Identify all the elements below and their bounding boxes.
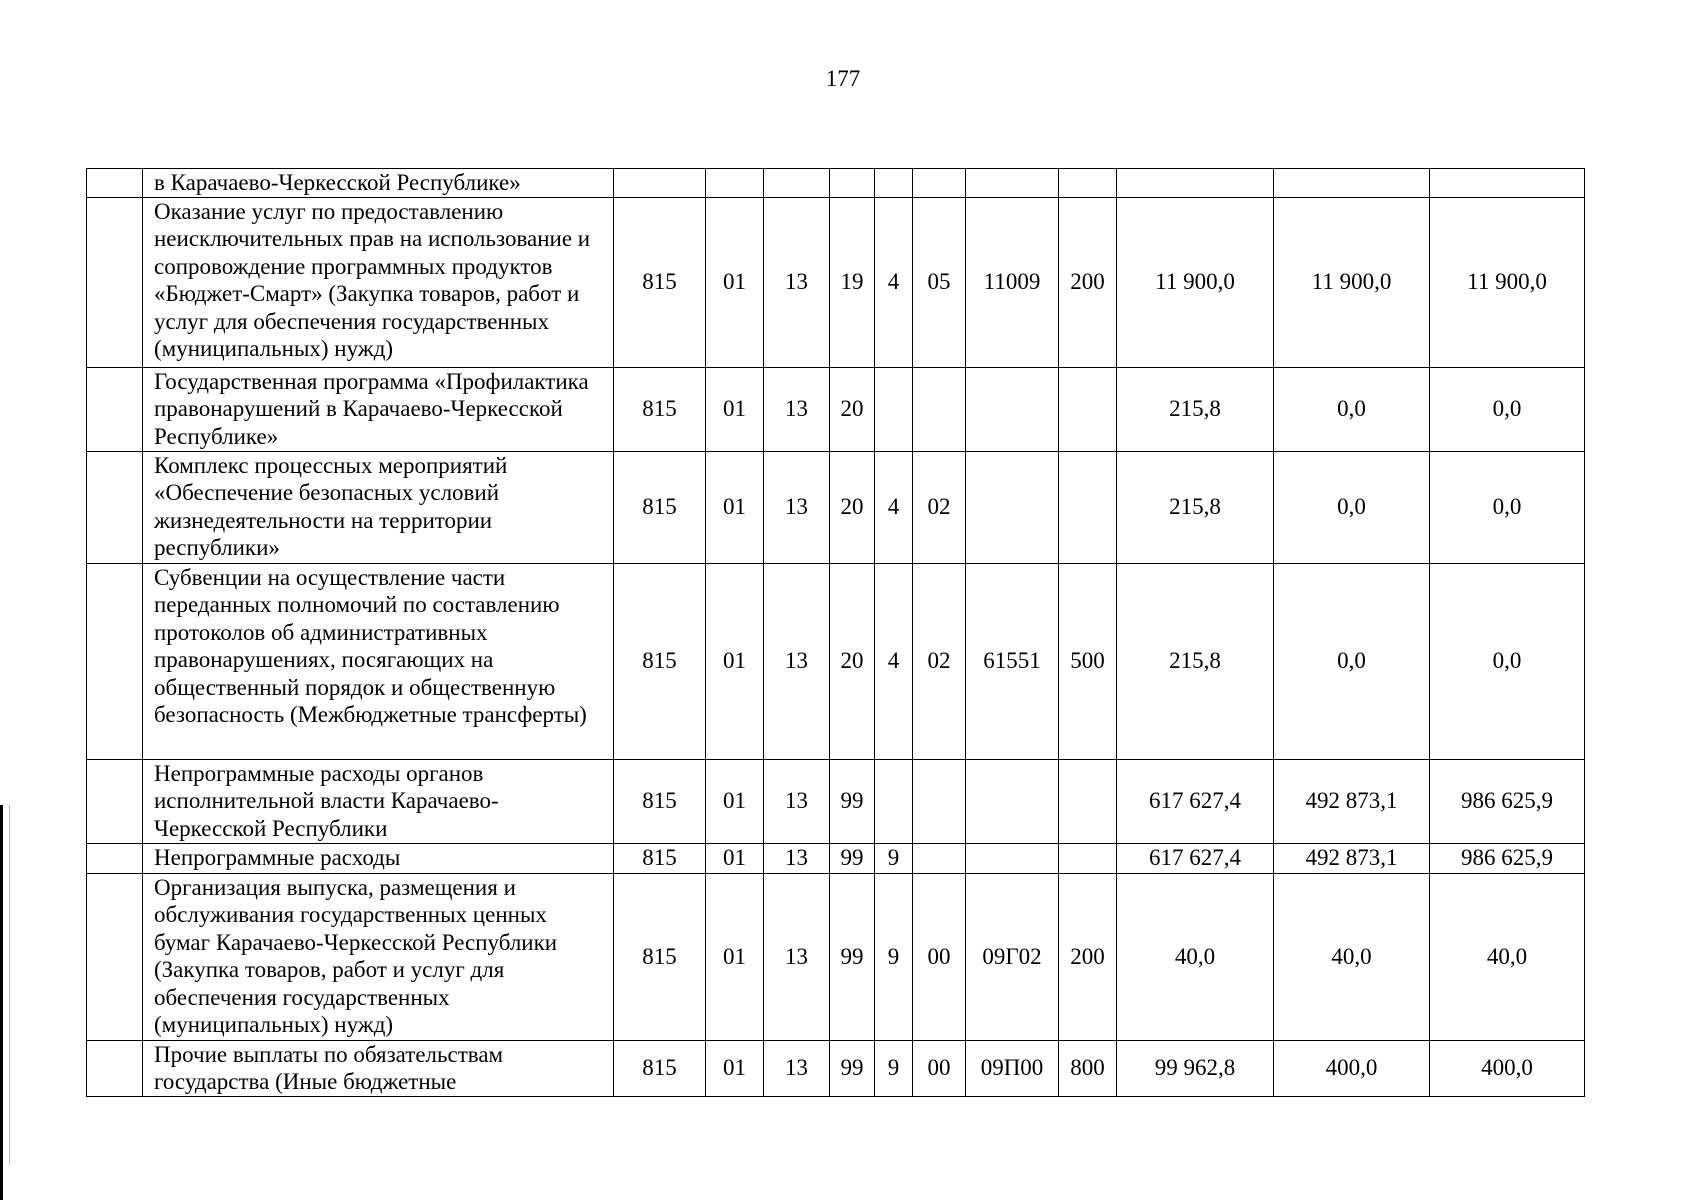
subprogram-cell	[913, 169, 966, 198]
subprogram-type-cell: 4	[875, 451, 913, 563]
subprogram-type-cell	[875, 759, 913, 843]
grbs-cell: 815	[614, 843, 706, 873]
expense-type-cell: 800	[1059, 1040, 1117, 1096]
year3-amount-cell: 0,0	[1430, 563, 1585, 759]
direction-cell: 09П00	[966, 1040, 1059, 1096]
row-number-cell	[87, 843, 143, 873]
subprogram-type-cell	[875, 169, 913, 198]
year1-amount-cell	[1117, 169, 1274, 198]
subsection-cell: 13	[764, 873, 830, 1040]
year2-amount-cell: 0,0	[1274, 367, 1430, 451]
scan-margin-line	[9, 805, 10, 1165]
subprogram-cell: 02	[913, 451, 966, 563]
subsection-cell: 13	[764, 197, 830, 367]
item-name-cell: Оказание услуг по предоставлению неисключительных прав на использование и сопровождение программных продуктов «Бюджет-Смарт» (Закупка товаров, работ и услуг для обеспечения государственных (муниципальных) нужд)	[143, 197, 614, 367]
subprogram-cell	[913, 843, 966, 873]
row-number-cell	[87, 169, 143, 198]
subsection-cell	[764, 169, 830, 198]
year2-amount-cell: 11 900,0	[1274, 197, 1430, 367]
expense-type-cell: 200	[1059, 873, 1117, 1040]
year1-amount-cell: 215,8	[1117, 451, 1274, 563]
subprogram-type-cell: 9	[875, 1040, 913, 1096]
direction-cell	[966, 759, 1059, 843]
year3-amount-cell: 400,0	[1430, 1040, 1585, 1096]
item-name-cell: Государственная программа «Профилактика правонарушений в Карачаево-Черкесской Республике»	[143, 367, 614, 451]
section-cell: 01	[706, 563, 764, 759]
program-cell: 99	[830, 1040, 875, 1096]
year1-amount-cell: 40,0	[1117, 873, 1274, 1040]
grbs-cell: 815	[614, 451, 706, 563]
program-cell: 99	[830, 843, 875, 873]
table-row	[87, 169, 1585, 198]
table-row	[87, 843, 1585, 873]
row-number-cell	[87, 197, 143, 367]
subprogram-type-cell: 9	[875, 843, 913, 873]
grbs-cell: 815	[614, 873, 706, 1040]
direction-cell	[966, 367, 1059, 451]
program-cell	[830, 169, 875, 198]
year3-amount-cell: 11 900,0	[1430, 197, 1585, 367]
year3-amount-cell: 986 625,9	[1430, 759, 1585, 843]
grbs-cell: 815	[614, 1040, 706, 1096]
row-number-cell	[87, 873, 143, 1040]
expense-type-cell: 500	[1059, 563, 1117, 759]
subprogram-cell	[913, 759, 966, 843]
section-cell: 01	[706, 451, 764, 563]
item-name-cell: Непрограммные расходы	[143, 843, 614, 873]
scan-margin-bar	[0, 805, 3, 1200]
expense-type-cell	[1059, 367, 1117, 451]
subprogram-type-cell: 4	[875, 563, 913, 759]
subsection-cell: 13	[764, 451, 830, 563]
table-row	[87, 367, 1585, 451]
table-row	[87, 197, 1585, 367]
subsection-cell: 13	[764, 563, 830, 759]
year2-amount-cell: 0,0	[1274, 563, 1430, 759]
program-cell: 20	[830, 451, 875, 563]
budget-table	[86, 168, 1585, 1097]
subsection-cell: 13	[764, 367, 830, 451]
program-cell: 20	[830, 563, 875, 759]
year2-amount-cell: 492 873,1	[1274, 759, 1430, 843]
grbs-cell: 815	[614, 197, 706, 367]
subprogram-cell: 05	[913, 197, 966, 367]
year1-amount-cell: 215,8	[1117, 563, 1274, 759]
year3-amount-cell: 0,0	[1430, 367, 1585, 451]
section-cell: 01	[706, 1040, 764, 1096]
row-number-cell	[87, 563, 143, 759]
row-number-cell	[87, 367, 143, 451]
item-name-cell: Субвенции на осуществление части переданных полномочий по составлению протоколов об административных правонарушениях, посягающих на общественный порядок и общественную безопасность (Межбюджетные трансферты)	[143, 563, 614, 759]
item-name-cell: Прочие выплаты по обязательствам государства (Иные бюджетные	[143, 1040, 614, 1096]
table-row	[87, 563, 1585, 759]
section-cell	[706, 169, 764, 198]
item-name-cell: Организация выпуска, размещения и обслуживания государственных ценных бумаг Карачаево-Черкесской Республики (Закупка товаров, работ и услуг для обеспечения государственных (муниципальных) нужд)	[143, 873, 614, 1040]
year3-amount-cell: 0,0	[1430, 451, 1585, 563]
subsection-cell: 13	[764, 843, 830, 873]
expense-type-cell	[1059, 451, 1117, 563]
grbs-cell: 815	[614, 563, 706, 759]
section-cell: 01	[706, 367, 764, 451]
year1-amount-cell: 617 627,4	[1117, 759, 1274, 843]
table-row	[87, 451, 1585, 563]
page-number: 177	[825, 66, 861, 91]
row-number-cell	[87, 451, 143, 563]
program-cell: 20	[830, 367, 875, 451]
year2-amount-cell	[1274, 169, 1430, 198]
table-row	[87, 873, 1585, 1040]
table-row	[87, 1040, 1585, 1096]
item-name-cell: Непрограммные расходы органов исполнительной власти Карачаево-Черкесской Республики	[143, 759, 614, 843]
table-row	[87, 759, 1585, 843]
direction-cell: 61551	[966, 563, 1059, 759]
year2-amount-cell: 0,0	[1274, 451, 1430, 563]
expense-type-cell	[1059, 759, 1117, 843]
subprogram-type-cell: 4	[875, 197, 913, 367]
subprogram-cell	[913, 367, 966, 451]
item-name-cell: в Карачаево-Черкесской Республике»	[143, 169, 614, 198]
budget-table-body	[87, 169, 1585, 1097]
expense-type-cell: 200	[1059, 197, 1117, 367]
year2-amount-cell: 400,0	[1274, 1040, 1430, 1096]
direction-cell	[966, 451, 1059, 563]
year2-amount-cell: 492 873,1	[1274, 843, 1430, 873]
direction-cell: 11009	[966, 197, 1059, 367]
subprogram-type-cell: 9	[875, 873, 913, 1040]
year1-amount-cell: 617 627,4	[1117, 843, 1274, 873]
expense-type-cell	[1059, 169, 1117, 198]
section-cell: 01	[706, 873, 764, 1040]
direction-cell	[966, 843, 1059, 873]
subprogram-cell: 00	[913, 873, 966, 1040]
year3-amount-cell	[1430, 169, 1585, 198]
year2-amount-cell: 40,0	[1274, 873, 1430, 1040]
grbs-cell: 815	[614, 759, 706, 843]
grbs-cell: 815	[614, 367, 706, 451]
subprogram-cell: 00	[913, 1040, 966, 1096]
program-cell: 99	[830, 873, 875, 1040]
subprogram-type-cell	[875, 367, 913, 451]
grbs-cell	[614, 169, 706, 198]
section-cell: 01	[706, 759, 764, 843]
row-number-cell	[87, 1040, 143, 1096]
year1-amount-cell: 99 962,8	[1117, 1040, 1274, 1096]
year1-amount-cell: 11 900,0	[1117, 197, 1274, 367]
subsection-cell: 13	[764, 759, 830, 843]
program-cell: 19	[830, 197, 875, 367]
direction-cell: 09Г02	[966, 873, 1059, 1040]
program-cell: 99	[830, 759, 875, 843]
year1-amount-cell: 215,8	[1117, 367, 1274, 451]
expense-type-cell	[1059, 843, 1117, 873]
subprogram-cell: 02	[913, 563, 966, 759]
item-name-cell: Комплекс процессных мероприятий «Обеспечение безопасных условий жизнедеятельности на территории республики»	[143, 451, 614, 563]
section-cell: 01	[706, 843, 764, 873]
subsection-cell: 13	[764, 1040, 830, 1096]
direction-cell	[966, 169, 1059, 198]
year3-amount-cell: 986 625,9	[1430, 843, 1585, 873]
row-number-cell	[87, 759, 143, 843]
year3-amount-cell: 40,0	[1430, 873, 1585, 1040]
section-cell: 01	[706, 197, 764, 367]
